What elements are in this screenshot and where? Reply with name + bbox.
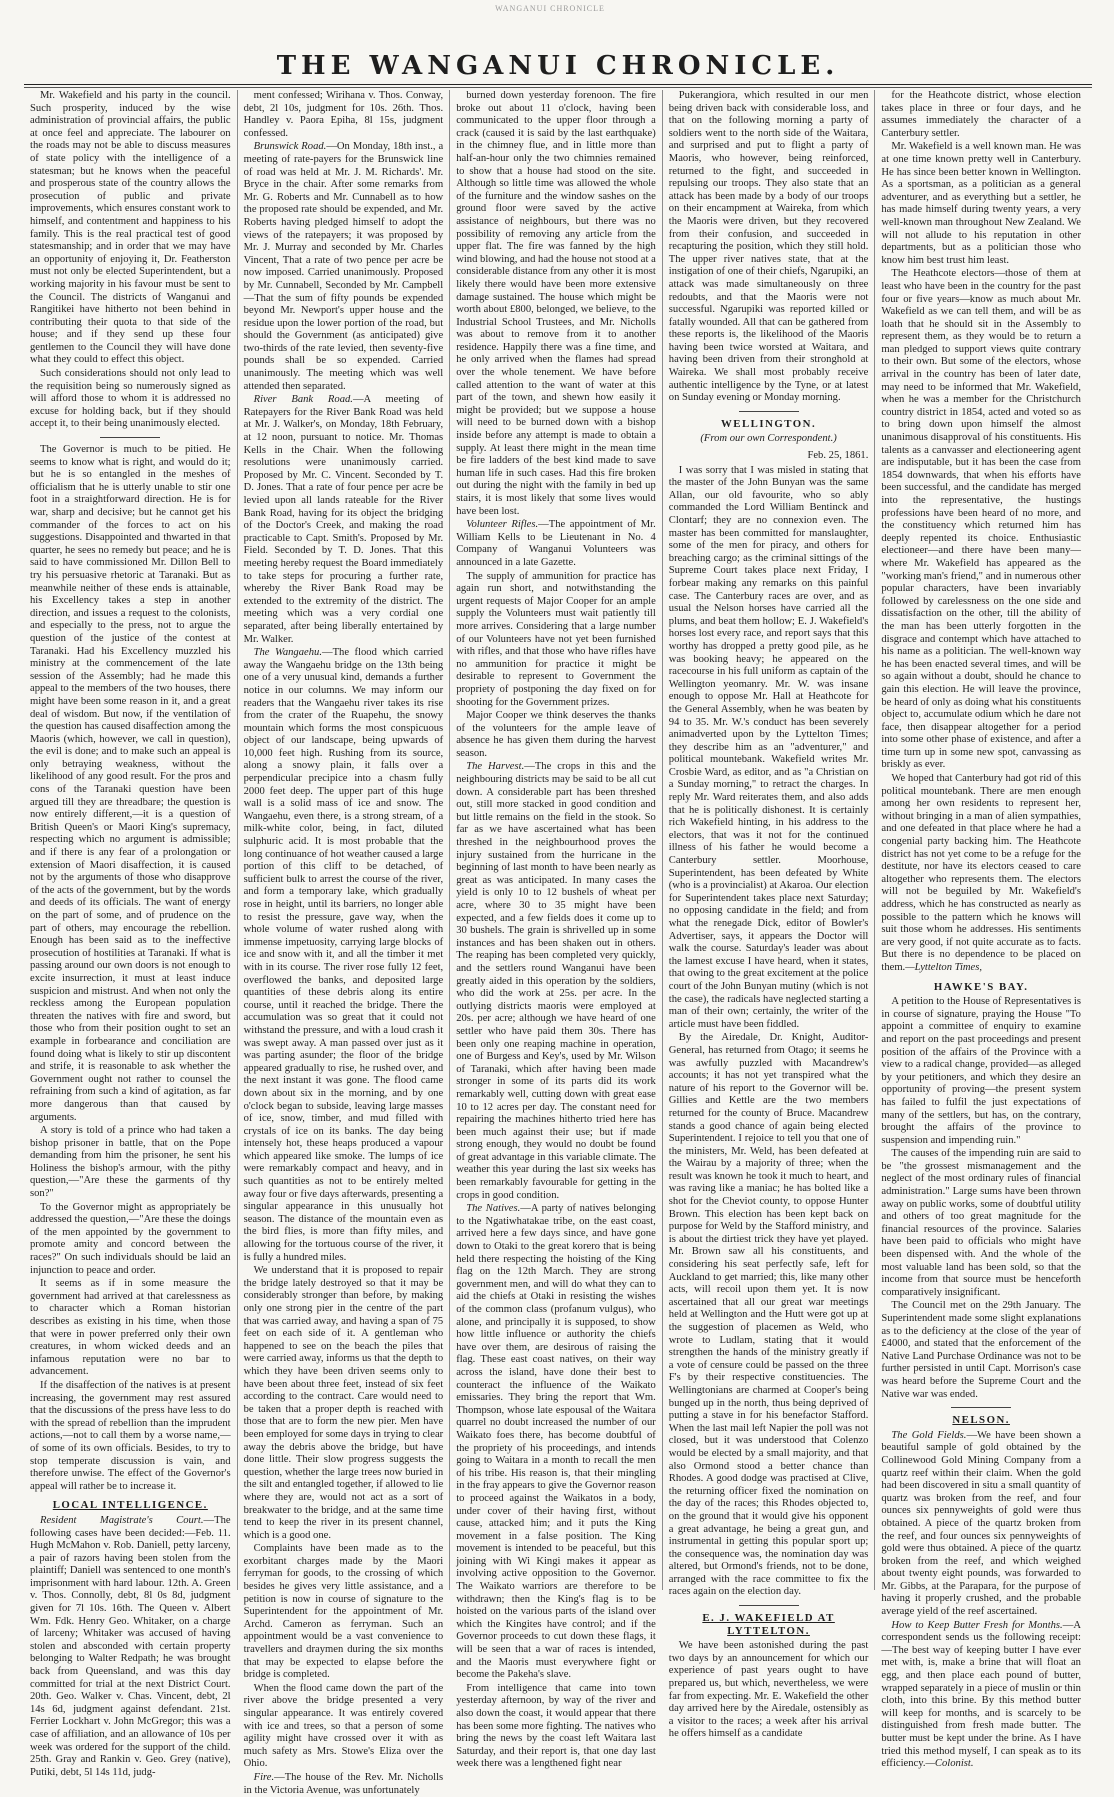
paragraph: We understand that it is proposed to repair the bridge lately destroyed so that it may be considerably stronger than before, by making only one strong pier in the centre of the part that was carried away, and having a span of 75 feet on each side of it. A gentleman who happened to see on the beach the piles that were carried away, informs us that the depth to which they have been driven seems only to have been about three feet, instead of six feet according to the contract. Care would need to be taken that a proper depth is reached with those that are to form the new pier. Men have been employed for some days in trying to clear away the debris above the bridge, but have done little. Their slow progress suggests the question, whether the large trees now buried in the silt and entangled together, if allowed to lie where they are, would not act as a sort of breakwater to the bridge, and at the same time tend to keep the river in its present channel, which is a good one. — [243, 1265, 444, 1541]
paragraph-body: —The house of the Rev. Mr. Nicholls in the Victoria Avenue, was unfortunately — [243, 1771, 444, 1796]
source-signature: —Lyttelton Times, — [905, 961, 983, 973]
section-title-wakefield: E. J. WAKEFIELD AT LYTTELTON. — [702, 1612, 835, 1637]
masthead-faint-text: WANGANUI CHRONICLE — [495, 4, 605, 13]
paragraph-body: —The appointment of Mr. William Kells to be Lieutenant in No. 4 Company of Wanganui Volunteers was announced in a late Gazette. — [456, 519, 656, 568]
paragraph — [244, 141, 444, 393]
paragraph: ment confessed; Wirihana v. Thos. Conway, debt, 2l 10s, judgment for 10s. 26th. Thos. Handley v. Paora Epiha, 8l 15s, judgment confessed. — [243, 90, 444, 139]
column-1 — [24, 90, 237, 1778]
source-signature: —Colonist. — [925, 1758, 974, 1770]
paragraph — [881, 1620, 1081, 1771]
paragraph — [881, 773, 1081, 975]
paragraph-heading: The Gold Fields. — [891, 1429, 967, 1441]
paragraph: Mr. Wakefield is a well known man. He was at one time known pretty well in Canterbury. He has since been better known in Wellington. As a sportsman, as a politician as a general adventurer, and as everything but a settler, he has made himself during twenty years, a very well-known man throughout New Zealand. We will not allude to his reputation in other departments, but as a politician those who know him best trust him least. — [881, 141, 1081, 266]
section-title-hawkes-bay: HAWKE'S BAY. — [933, 980, 1029, 993]
masthead-rule — [24, 84, 1092, 85]
paragraph-heading: Volunteer Rifles. — [466, 519, 539, 531]
paragraph: Major Cooper we think deserves the thanks of the volunteers for the ample leave of absence he has given them during the harvest season. — [456, 710, 656, 759]
paragraph-heading: River Bank Road. — [253, 394, 353, 406]
paragraph — [30, 1515, 231, 1779]
paragraph: It seems as if in some measure the government had arrived at that carelessness as to character which a Roman historian describes as existing in his time, when those that were in power preferred only their own creatures, in whom wicked deeds and an infamous reputation were no bar to advancement. — [30, 1278, 231, 1378]
paragraph-heading: The Wangaehu. — [253, 647, 322, 659]
divider — [739, 1605, 799, 1606]
paragraph-body: —A correspondent sends us the following receipt:—The best way of keeping butter I have ever met with, is, make a brine that will float an egg, and then place each pound of butter, wrapped separately in a piece of muslin or thin cloth, into this brine. By this method butter will keep for months, and is scarcely to be distinguished from fresh made butter. The butter must be kept under the brine. As I have tried this method myself, I can speak as to its efficiency. — [881, 1619, 1081, 1770]
column-3 — [449, 90, 662, 1770]
masthead-title: THE WANGANUI CHRONICLE. — [276, 51, 840, 81]
paragraph: A petition to the House of Representatives is in course of signature, praying the House "To appoint a committee of enquiry to examine and report on the past proceedings and present position of the affairs of the Province with a view to a radical change, provided—as alleged by your petitioners, and which they desire an opportunity of proving—the present system has failed to fulfil the just expectations of many of the settlers, but has, on the contrary, brought the affairs of the province to suspension and impending ruin." — [881, 996, 1081, 1146]
paragraph-body: —The flood which carried away the Wangaehu bridge on the 13th being one of a very unusual kind, demands a further notice in our columns. We may inform our readers that the Wangaehu river takes its rise from the crater of the Ruapehu, the snowy mountain which forms the most conspicuous object of our landscape, being upwards of 10,000 feet high. Rushing from its source, along a snowy plain, it falls over a perpendicular precipice into a chasm fully 2000 feet deep. The upper part of this huge wall is a solid mass of ice and snow. The Wangaehu, even there, is a strong stream, of a milk-white color, being, in fact, diluted sulphuric acid. It is most probable that the long continuance of hot weather caused a large portion of this cliff to be detached, of sufficient bulk to arrest the course of the river, and form a temporary lake, which gradually rose in height, until its barriers, no longer able to resist the pressure, gave way, when the whole volume of water rushed along with immense impetuosity, carrying large blocks of ice and snow with it, and all the timber it met with in its course. The river rose fully 12 feet, overflowed the banks, and deposited large quantities of these debris along its entire course, until it reached the bridge. There the accumulation was so great that it could not withstand the pressure, and with a loud crash it was swept away. A man passed over just as it was parting asunder; the floor of the bridge appeared gradually to rise, he rushed over, and the next instant it was gone. The flood came down about six in the morning, and by one o'clock began to subside, leaving large masses of ice, snow, timber, and mud filled with crystals of ice on its banks. The day being intensely hot, these heaps produced a vapour which appeared like smoke. The lumps of ice were remarkably compact and heavy, and in such quantities as not to be entirely melted away four or five days afterwards, presenting a singular appearance in this unusually hot season. The distance of the mountain even as the bird flies, is more than fifty miles, and allowing for the tortuous course of the river, it is fully a hundred miles. — [243, 647, 444, 1263]
paragraph: The supply of ammunition for practice has again run short, and notwithstanding the urgent requests of Major Cooper for an ample supply the Volunteers must wait patiently till more arrives. Considering that a large number of our Volunteers have not yet been furnished with rifles, and that those who have rifles have no ammunition for practice it might be desirable to represent to Government the propriety of postponing the day fixed on for shooting for the Government prizes. — [456, 570, 656, 708]
divider — [951, 1407, 1011, 1408]
columns — [24, 90, 1092, 1796]
paragraph-heading: Fire. — [253, 1771, 275, 1783]
dateline: Feb. 25, 1861. — [807, 450, 869, 462]
paragraph — [456, 761, 656, 1202]
paragraph: By the Airedale, Dr. Knight, Auditor-General, has returned from Otago; it seems he was awfully puzzled with Macandrew's accounts; it has not yet transpired what the nature of his report to the Governor will be. Gillies and Kettle are the two members returned for the county of Bruce. Macandrew stands a good chance of again being elected Superintendent. I rejoice to tell you that one of the ministers, Mr. Weld, has been defeated at the Wairau by a majority of three; when the result was known he took it much to heart, and was raving like a maniac; he has bolted like a shot for the Cheviot county, to oppose Hunter Brown. This election has been kept back on purpose for Weld by the Stafford ministry, and is about the dirtiest trick they have yet played. Mr. Brown saw all his constituents, and considering his seat perfectly safe, left for Auckland to get married; this, like many other acts, will recoil upon them yet. It is now ascertained that all our great war meetings held at Wellington and the Hutt were got up at the suggestion of placemen as Weld, who wrote to Ludlam, stating that it would strengthen the hands of the ministry greatly if a vote of censure could be passed on the three F's by their respective constituencies. The Wellingtonians are charmed at Cooper's being bunged up in the north, thus being deprived of putting a stave in for his benefactor Stafford. When the last mail left Napier the poll was not closed, but it was understood that Colenzo would be elected by a small majority, and that also Ormond stood a better chance than Rhodes. A good dodge was practised at Clive, the returning officer fixed the nomination on the day of the races; this Rhodes objected to, on the ground that it would give his opponent a great advantage, he being a great gun, and instrumental in getting this popular sport up; the consequence was, the nomination day was altered, but Ormond's friends, not to be done, arranged with the race committee to fix the races again on the election day. — [668, 1032, 869, 1598]
paragraph-body: We hoped that Canterbury had got rid of this political mountebank. There are men enough among her own residents to represent her, without bringing in a man of alien sympathies, and one defeated in that place where he had a congenial party backing him. The Heathcote district has not yet come to be a refuge for the destitute, nor have its electors ceased to care altogether who represents them. The electors will not be beguiled by Mr. Wakefield's address, which he has constructed as nearly as possible to the pattern which he knows will suit those whom he addresses. His sentiments are very good, if not quite accurate as to facts. But there is no dependence to be placed on them. — [881, 773, 1081, 973]
paragraph-heading: The Natives. — [466, 1203, 521, 1215]
paragraph: Pukerangiora, which resulted in our men being driven back with considerable loss, and that on the following morning a party of soldiers went to the north side of the Waitara, and surprised and put to flight a party of Maoris, who however, being reinforced, returned to the fight, and succeeded in repulsing our troops. They also state that an attack has been made by a body of our troops on their encampment at Waireka, from which the Maoris were driven, but they recovered from their confusion, and succeeded in recapturing the position, which they still hold. The upper river natives state, that at the instigation of one of their chiefs, Ngarupiki, an attack was made simultaneously on three redoubts, and that the Maoris were not successful. Ngarupiki was reported killed or fatally wounded. All that can be gathered from these reports is, the likelihood of the Maoris having been twice worsted at Waitara, and having been driven from their stronghold at Waireka. We shall most probably receive authentic intelligence by the Tyne, or at latest on Sunday evening or Monday morning. — [668, 90, 869, 404]
divider — [100, 437, 160, 438]
paragraph: The Council met on the 29th January. The Superintendent made some slight explanations as to the deficiency at the close of the year of £4000, and stated that the enforcement of the Native Land Purchase Ordinance was not to be further persisted in until Capt. Morrison's case was heard before the Supreme Court and the Native war was ended. — [881, 1300, 1081, 1400]
paragraph: The causes of the impending ruin are said to be "the grossest mismanagement and the neglect of the most ordinary rules of financial administration." Large sums have been thrown away on public works, some of doubtful utility and others of too great magnitude for the financial resources of the province. Salaries have been paid to officials who might have been dispensed with. And the whole of the most valuable land has been sold, so that the income from that source must be henceforth comparatively insignificant. — [881, 1148, 1081, 1298]
paragraph-body: —A party of natives belonging to the Ngatiwhatakae tribe, on the east coast, arrived here a few days since, and have gone down to Otaki to the great korero that is being held there respecting the hoisting of the King flag on the 12th March. They are strong government men, and will do what they can to aid the chiefs at Otaki in resisting the wishes of the common class (profanum vulgus), who alone, and principally it is supposed, to show how little influence or authority the chiefs have over them, are desirous of raising the flag. These east coast natives, on their way across the island, have done their best to counteract the influence of the Waikato emissaries. They bring the report that Wm. Thompson, whose late espousal of the Waitara quarrel no doubt increased the number of our Waikato foes there, has become doubtful of the propriety of his proceedings, and intends going to Waitara in a month to recall the men of his tribe. His reason is, that their mingling in the fray appears to give the Governor reason to proceed against the Waikatos in a body, under cover of their having first, without cause, attacked him; and it puts the King movement in a false position. The King movement is intended to be peaceful, but this joining with Wi Kingi makes it appear as involving active opposition to the Governor. The Waikato warriors are therefore to be withdrawn; then the King's flag is to be hoisted on the various parts of the island over which the Kingites have control; and if the Governor proceeds to cut down these flags, it will be seen that a war of races is intended, and the Maoris must everywhere fight or become the Pakeha's slave. — [456, 1203, 656, 1681]
paragraph — [456, 1203, 656, 1682]
paragraph-heading: The Harvest. — [466, 761, 525, 773]
paragraph: Complaints have been made as to the exorbitant charges made by the Maori ferryman for goods, to the crossing of which besides he gives very little assistance, and a petition is now in course of signature to the Superintendent for the appointment of Mr. Archd. Cameron as ferryman. Such an appointment would be a vast convenience to travellers and draymen during the six months that may be expected to elapse before the bridge is completed. — [243, 1543, 444, 1681]
paragraph: If the disaffection of the natives is at present increasing, the government may rest assured that the discussions of the press have less to do with the spread of rebellion than the imprudent actions,—not to call them by a worse name,—of some of its own officials. Besides, to try to stop temperate discussion is vain, and therefore unwise. The effect of the Governor's appeal will rather be to increase it. — [30, 1379, 231, 1492]
paragraph: From intelligence that came into town yesterday afternoon, by way of the river and also down the coast, it would appear that there has been some more fighting. The natives who bring the news by the coast left Waitara last Saturday, and their report is, that one day last week there was a lengthened fight near — [456, 1682, 656, 1770]
paragraph: The Governor is much to be pitied. He seems to know what is right, and would do it; but he is so entangled in the meshes of officialism that he is utterly unable to stir one foot in a straightforward direction. He is for war, sharp and decisive; but he cannot get his commander of the forces to act on his suggestions. Disappointed and thwarted in that quarter, he sees no remedy but peace; and he is said to have commissioned Mr. Dillon Bell to try his persuasive rhetoric at Taranaki. But as meanwhile neither of these ends is attainable, his Excellency takes a step in another direction, and issues a request to the colonists, and especially to the press, not to argue the question of the justice of the contest at Taranaki. Had his Excellency muzzled his ministry at the commencement of the late session of the Assembly; had he made this appeal to the members of the two houses, there might have been some reason in it, and a great deal of wisdom. But now, if the ventilation of the question has caused disaffection among the Maoris (which, however, we call in question), the evil is done; and to make such an appeal is only betraying weakness, without the likelihood of any good result. For the pros and cons of the Taranaki question have been argued till they are threadbare; the question is now entirely different,—it is a question of British Queen's or Maori King's supremacy, respecting which no argument is admissible; and if there is any fear of a prolongation or extension of Maori disaffection, it is caused not by the arguments of those who disapprove of the acts of the government, but by the words and deeds of its officials. The want of energy on the part of some, and of prudence on the part of others, may encourage the rebellion. Enough has been said as to the ineffective prosecution of hostilities at Taranaki. If what is passing around our own doors is not enough to excite insurrection, it must at least induce suspicion and mistrust. And when not only the reckless among the European population threaten the natives with fire and sword, but those who from their position ought to set an example in forbearance and conciliation are found doing what is likely to stir up discontent and strife, it is reasonable to ask whether the Government ought not rather to counsel the refraining from such a kind of agitation, as far more dangerous than that caused by arguments. — [30, 444, 231, 1123]
paragraph-heading: Resident Magistrate's Court. — [40, 1514, 204, 1526]
paragraph — [456, 519, 656, 569]
paragraph — [244, 1772, 444, 1797]
paragraph: burned down yesterday forenoon. The fire broke out about 11 o'clock, having been communicated to the upper floor through a crack (caused it is said by the last earthquake) in the chimney flue, and in little more than half-an-hour only the two chimnies remained to show that a house had stood on the site. Although so little time was allowed the whole of the furniture and the window sashes on the ground floor were saved by the active assistance of neighbours, but there was no possibility of removing any article from the upper flat. The fire was fanned by the high wind blowing, and had the house not stood at a considerable distance from any other it is most likely there would have been more extensive damage sustained. The house which might be worth about £800, belonged, we believe, to the Industrial School Trustees, and Mr. Nicholls was about to remove from it to another residence. Happily there was a fine time, and he only arrived when the flames had spread over the whole tenement. We have before called attention to the want of water at this part of the town, and shewn how easily it might be provided; but we suppose a house will need to be burned down with a bishop inside before any attempt is made to obtain a supply. At least there might in the mean time be fire ladders of the best kind made to save human life in such cases. Had this fire broken out during the night with the family in bed up stairs, it is most likely that some lives would have been lost. — [456, 90, 656, 517]
column-5 — [874, 90, 1087, 1770]
section-title-wellington: WELLINGTON. — [720, 417, 817, 430]
paragraph: I was sorry that I was misled in stating that the master of the John Bunyan was the same Allan, our old favourite, who so ably commanded the Lord William Bentinck and Clontarf; they are no connexion even. The master has been committed for manslaughter, some of the men for piracy, and others for breaching cargo; as the criminal sittings of the Supreme Court takes place next Friday, I forbear making any remarks on this painful case. The Canterbury races are over, and as usual the Nelson horses have carried all the plums, and beat them hollow; E. J. Wakefield's horses lost every race, and report says that this worthy has dropped a pretty good pile, as he was booking heavy; he appeared on the racecourse in his full uniform as captain of the Wellington yeomanry. Mr. W. was insane enough to oppose Mr. Hall at Heathcote for the General Assembly, when he was beaten by 94 to 35. Mr. W.'s conduct has been severely animadverted upon by the Lyttelton Times; they describe him as an "adventurer," and political mountebank. Wakefield writes Mr. Crosbie Ward, as editor, and as "a Christian on a Sunday morning," to retract the charges. In reply Mr. Ward reiterates them, and also adds that he is politically dishonest. It is certainly rich Wakefield hinting, in his address to the electors, that was it not for the continued illness of his father he would become a Canterbury settler. Moorhouse, Superintendent, has been defeated by White (who is a provincialist) at Akaroa. Our election for Superintendent takes place next Saturday; no opposing candidate in the field; and from what the renegade Dick, editor of Bowler's Advertiser, says, it appears the Doctor will walk the course. Saturday's leader was about the lamest excuse I have heard, when it states, that owing to the great excitement at the police court of the John Bunyan mutiny (which is not the case), the radicals have neglected starting a man of their own; certainly, the writer of the article must have been fiddled. — [668, 464, 869, 1030]
paragraph-heading: Brunswick Road. — [253, 141, 327, 153]
paragraph: for the Heathcote district, whose election takes place in three or four days, and he assumes immediately the character of a Canterbury settler. — [881, 90, 1081, 139]
section-title-nelson: NELSON. — [952, 1414, 1010, 1427]
paragraph-heading: How to Keep Butter Fresh for Months. — [891, 1619, 1063, 1631]
paragraph-body: —We have been shown a beautiful sample of gold obtained by the Collinewood Gold Mining Company from a quartz reef within their claim. When the gold had been discovered in situ a small quantity of quartz was broken from the reef, and four ounces six pennyweights of gold were thus obtained. A piece of the quartz broken from the reef, and four ounces six pennyweights of gold were thus obtained. A piece of the quartz broken from the reef, and which weighed about twenty eight pounds, was forwarded to Mr. Gibbs, at the Parapara, for the purpose of having it properly crushed, and the probable average yield of the reef ascertained. — [881, 1429, 1081, 1618]
divider — [739, 411, 799, 412]
paragraph: Mr. Wakefield and his party in the council. Such prosperity, induced by the wise administration of provincial affairs, the public at once feel and appreciate. The labourer on the roads may not be able to discuss measures of state policy with the intelligence of a statesman; but he knows when the peaceful and prosperous state of the country allows the prosecution of public and private improvements, which ensures constant work to himself, and contentment and happiness to his family. This is the real practical test of good statesmanship; and in order that we may have an opportunity of enjoying it, Dr. Featherston must not only be elected Superintendent, but a working majority in his favour must be sent to the Council. The districts of Wanganui and Rangitikei have hitherto not been behind in contributing their quota to that side of the house; and if they send up these four gentlemen to the Council they will have done what they could to effect this object. — [30, 90, 231, 366]
column-4 — [662, 90, 875, 1740]
paragraph — [244, 647, 444, 1264]
paragraph-body: —On Monday, 18th inst., a meeting of rate-payers for the Brunswick line of road was held at Mr. J. M. Richards'. Mr. Bryce in the chair. After some remarks from Mr. G. Roberts and Mr. Cunnabell as to how the proposed rate should be expended, and Mr. Roberts having pledged himself to adopt the views of the ratepayers; it was proposed by Mr. J. Murray and seconded by Mr. Charles Vincent, That a rate of two pence per acre be now imposed. Carried unanimously. Proposed by Mr. Cunnabell, Seconded by Mr. Campbell—That the sum of fifty pounds be expended beyond Mr. Newport's upper house and the residue upon the lower portion of the road, but should the Government (as anticipated) give two-thirds of the rate levied, then seventy-five pounds shall be so expended. Carried unanimously. The meeting which was well attended then separated. — [243, 141, 444, 392]
paragraph — [244, 394, 444, 646]
masthead-rule-thin — [24, 87, 1092, 88]
column-2 — [237, 90, 450, 1796]
paragraph: To the Governor might as appropriately be addressed the question,—"Are these the doings of the men appointed by the government to promote amity and concord between the races?" On such individuals should be laid an injunction to peace and order. — [30, 1201, 231, 1276]
section-title-local-intelligence: LOCAL INTELLIGENCE. — [52, 1499, 208, 1512]
paragraph-body: —A meeting of Ratepayers for the River Bank Road was held at Mr. J. Walker's, on Monday, 18th February, at 12 noon, pursuant to notice. Mr. Thomas Kells in the Chair. When the following resolutions were unanimously carried. Proposed by Mr. C. Vincent. Seconded by T. D. Jones. That a rate of four pence per acre be levied upon all lands rateable for the River Bank Road, having for its object the bridging of the Doctor's Creek, and making the road practicable to Capt. Smith's. Proposed by Mr. Field. Seconded by T. D. Jones. That this meeting hereby request the Board immediately to take steps for procuring a further rate, whereby the River Bank Road may be extended to the extremity of the district. The meeting which was a very cordial one separated, after being liberally entertained by Mr. Walker. — [243, 394, 444, 645]
paragraph — [881, 1430, 1081, 1619]
paragraph-body: —The following cases have been decided:—Feb. 11. Hugh McMahon v. Rob. Daniell, petty larceny, a pair of razors having been stolen from the plaintiff; Daniell was sentenced to one month's imprisonment with hard labour. 12th. A. Green v. Thos. Connolly, debt, 8l 0s 8d, judgment given for 7l 10s. 16th. The Queen v. Albert Wm. Fdk. Henry Geo. Whitaker, on a charge of larceny; Whitaker was accused of having stolen and absconded with certain property belonging to Walter Redpath; he was brought back from Queensland, and was this day committed for trial at the next District Court. 20th. Geo. Walker v. Chas. Vincent, debt, 2l 14s 6d, judgment against defendant. 21st. Ferrier Lockhart v. John McGregor; this was a case of affiliation, and an allowance of 10s per week was ordered for the support of the child. 25th. Gray and Rankin v. Geo. Grey (native), Putiki, debt, 5l 14s 11d, judg- — [30, 1514, 231, 1778]
paragraph-body: —The crops in this and the neighbouring districts may be said to be all cut down. A considerable part has been threshed out, still more stacked in good condition and but little remains on the field in the stook. So far as we have ascertained what has been threshed in the neighbourhood proves the injury sustained from the hurricane in the beginning of last month to have been nearly as great as was anticipated. In many cases the yield is only 10 to 12 bushels of wheat per acre, where 30 to 35 might have been expected, and a few fields does it come up to 30 bushels. The grain is shrivelled up in some instances and has been shaken out in others. The reaping has been completed very quickly, and the settlers round Wanganui have been greatly aided in this operation by the soldiers, who did the work at 25s. per acre. In the outlying districts maoris were employed at 20s. per acre; although we have heard of one settler who have paid them 30s. There has been only one reaping machine in operation, one of Burgess and Key's, used by Mr. Wilson of Taranaki, which after having been made stronger in some of its parts did its work remarkably well, cutting down with great ease 10 to 12 acres per day. The constant need for repairing the machines hitherto tried here has been much against their use; but if made strong enough, they would no doubt be found of great advantage in this variable climate. The weather this year during the last six weeks has been remarkably favourable for getting in the crops in good condition. — [456, 761, 656, 1201]
paragraph: When the flood came down the part of the river above the bridge presented a very singular appearance. It was entirely covered with ice and trees, so that a person of some agility might have crossed over it with as much safety as Mrs. Stowe's Eliza over the Ohio. — [243, 1682, 444, 1770]
correspondent-subhead: (From our own Correspondent.) — [700, 433, 837, 445]
paragraph: Such considerations should not only lead to the requisition being so numerously signed as will afford those to whom it is addressed no excuse for holding back, but if they should accept it, to their being unanimously elected. — [30, 368, 231, 430]
paragraph: We have been astonished during the past two days by an announcement for which our experience of past years ought to have prepared us, but which, nevertheless, we were far from expecting. Mr. E. Wakefield the other day arrived here by the Airedale, ostensibly as a visitor to the races; a week after his arrival he offers himself as a candidate — [668, 1640, 869, 1740]
paragraph: The Heathcote electors—those of them at least who have been in the country for the past four or five years—know as much about Mr. Wakefield as we can tell them, and will be as loath that he should sit in the Assembly to represent them, as they would be to return a man pledged to support views quite contrary to their own. But some of the electors, whose arrival in the country has been of later date, may need to be informed that Mr. Wakefield, when he was a member for the Christchurch country district in 1854, acted and voted so as to bring down upon himself the almost unanimous disapproval of his constituents. His talents as a canvasser and electioneering agent are indisputable, but it has been the case from 1854 downwards, that when his efforts have been successful, and the candidate has merged into the representative, the hustings professions have been heard of no more, and the constituency which returned him has deeply repented its choice. Enthusiastic electioneer—and there have been many—where Mr. Wakefield has appeared as the "working man's friend," and in numerous other popular characters, have been invariably followed by carelessness on the one side and dissatisfaction on the other, till the ability of the man has been utterly forgotten in the disgrace and contempt which have attached to his name as a politician. The well-known way he has been enacted several times, and will be so again without a doubt, should he chance to gain this election. He will leave the province, be heard of only as doing what his constituents object to, accumulate odium which he dare not face, then disappear altogether for a period into some other phase of existence, and after a time turn up in some new spot, canvassing as briskly as ever. — [881, 268, 1081, 771]
paragraph: A story is told of a prince who had taken a bishop prisoner in battle, that on the Pope demanding from him the prisoner, he sent his Holiness the bishop's armour, with the pithy question,—"Are these the garments of thy son?" — [30, 1125, 231, 1200]
